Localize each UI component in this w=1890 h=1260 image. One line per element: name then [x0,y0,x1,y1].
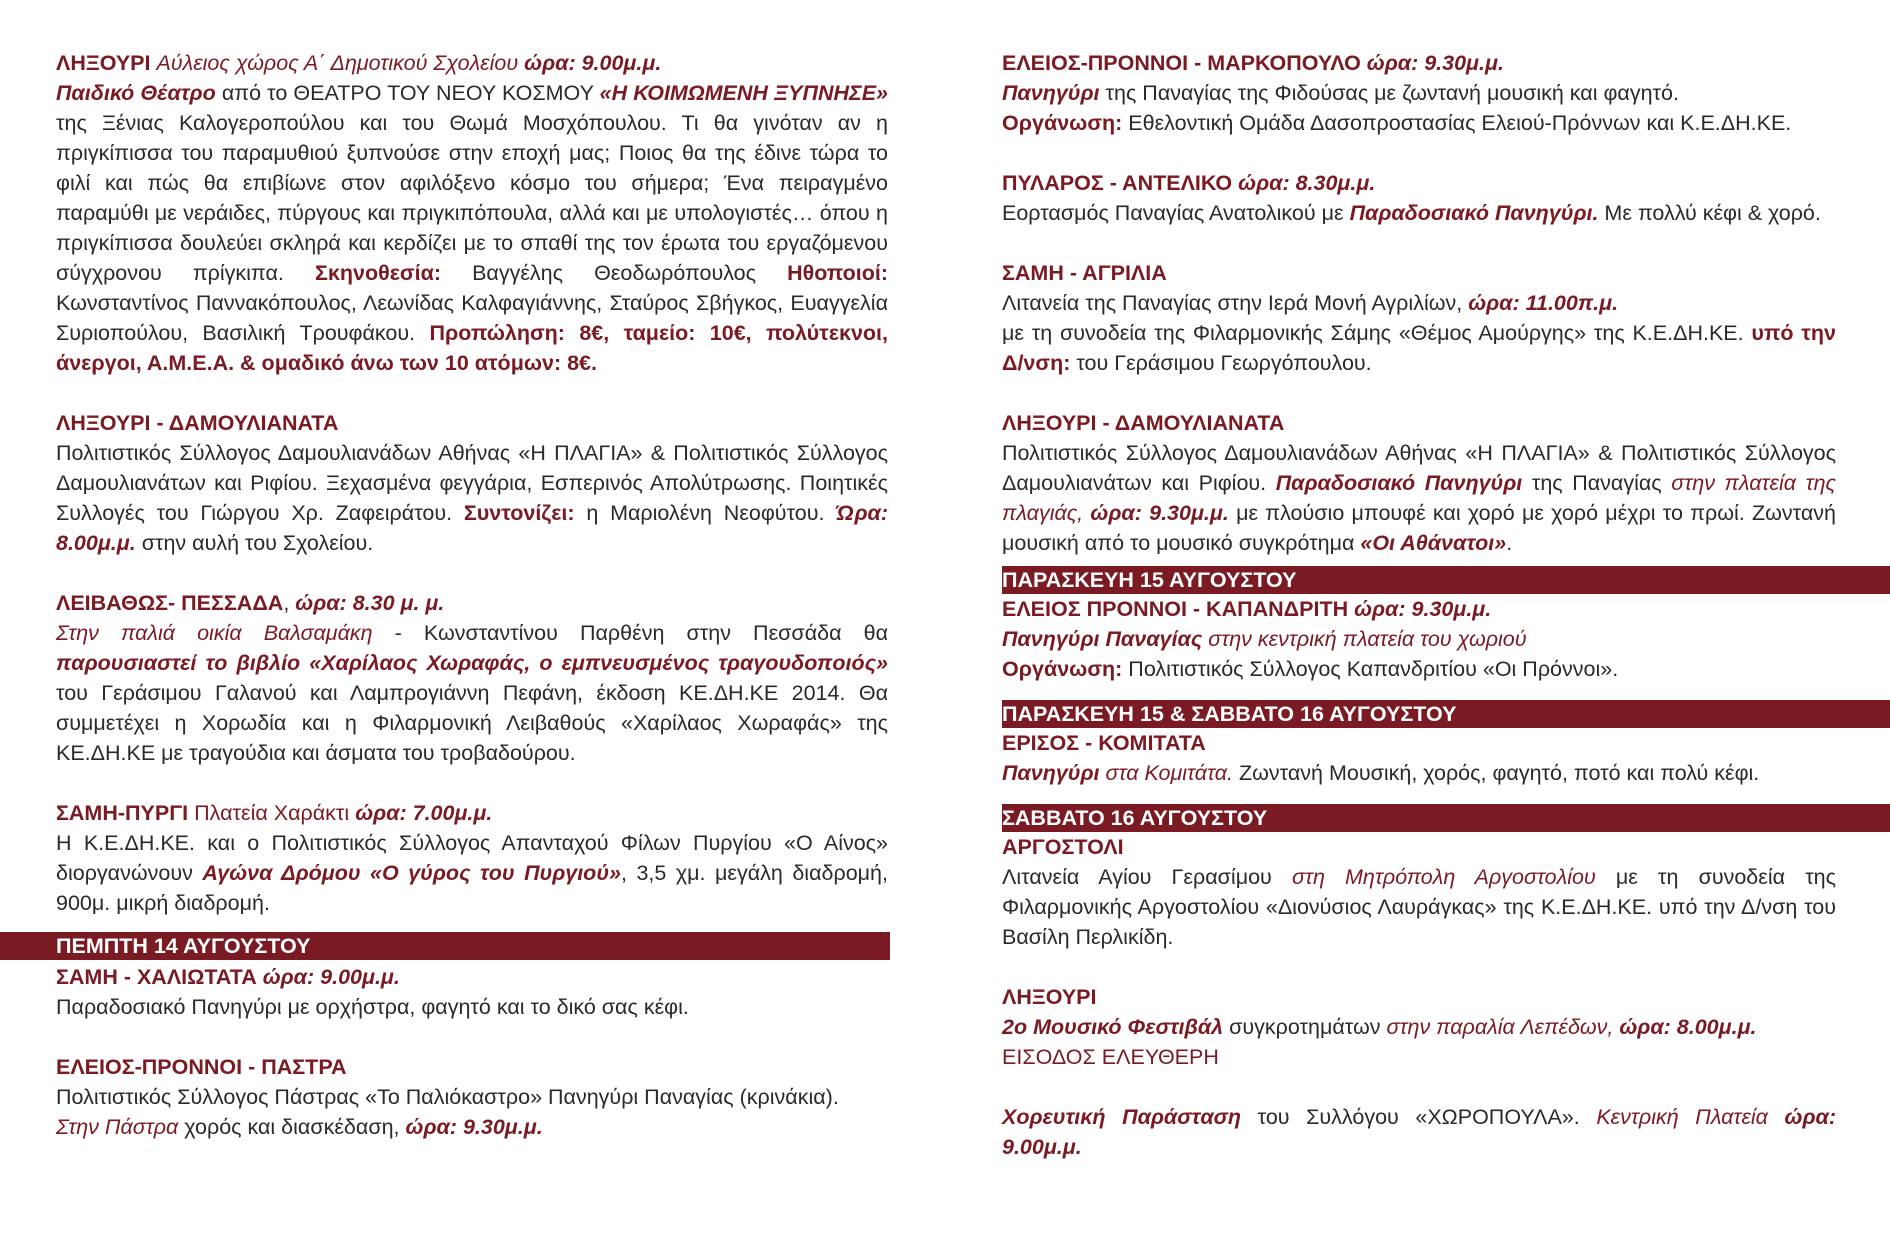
event-heading: ΛΕΙΒΑΘΩΣ- ΠΕΣΣΑΔΑ, ώρα: 8.30 μ. μ. [56,591,445,615]
body-text: του Γεράσιμου Γαλανού και Λαμπρογιάννη Πεφάνη, έκδοση ΚΕ.ΔΗ.ΚΕ 2014. Θα συμμετέχει η Χορωδία και η Φιλαρμονική Λειβαθούς «Χαρίλαος Χωραφάς» της ΚΕ.ΔΗ.ΚΕ με τραγούδια και άσματα του τροβαδούρου. [56,681,888,765]
body-text: της Ξένιας Καλογεροπούλου και του Θωμά Μοσχόπουλου. Τι θα γινόταν αν η πριγκίπισσα του παραμυθιού ξυπνούσε στην εποχή μας; Ποιος θα της έδινε τώρα το φιλί και πώς θα επιβίωνε στον αφιλόξενο κόσμο του σήμερα; Ένα πειραγμένο παραμύθι με νεράιδες, πύργους και πριγκιπόπουλα, αλλά και με υπολογιστές… όπου η πριγκίπισσα δουλεύει σκληρά και κερδίζει με το σπαθί της τον έρωτα του εργαζόμενου σύγχρονου πρίγκιπα. [56,111,888,285]
event-title: ΣΑΜΗ - ΑΓΡΙΛΙΑ [1002,261,1167,285]
event-heading [56,48,888,78]
event-title: ΠΥΛΑΡΟΣ - ΑΝΤΕΛΙΚΟ [1002,171,1233,195]
label-text: Σκηνοθεσία: [314,261,441,285]
body-text: Πολιτιστικός Σύλλογος Δαμουλιανάδων Αθήνας «Η ΠΛΑΓΙΑ» & Πολιτιστικός Σύλλογος Δαμουλιανάτων και Ριφίου. Ξεχασμένα φεγγάρια, Εσπερινός Απολύτρωσης. Ποιητικές Συλλογές του Γιώργου Χρ. Ζαφειράτου. [56,441,888,525]
right-column [1002,48,1836,1162]
event-sami-agrilia [1002,258,1836,378]
event-body [56,828,888,918]
place-text: στην κεντρική πλατεία του χωριού [1202,627,1527,651]
event-body [56,438,888,558]
event-time: ώρα: 7.00μ.μ. [355,801,493,825]
body-text: Με πολλύ κέφι & χορό. [1598,201,1821,225]
highlight-text: Πανηγύρι [1002,81,1100,105]
place-text: στη Μητρόπολη Αργοστολίου [1291,865,1596,889]
event-heading [1002,594,1836,624]
event-body: Παραδοσιακό Πανηγύρι με ορχήστρα, φαγητό και το δικό σας κέφι. [56,995,689,1019]
event-time: ώρα: 9.00μ.μ. [262,965,400,989]
body-text: , 3,5 χμ. μεγάλη διαδρομή, 900μ. μικρή διαδρομή. [56,861,888,915]
event-venue: Πλατεία Χαράκτι [188,801,356,825]
event-body [1002,438,1836,558]
label-text: Ηθοποιοί: [787,261,889,285]
event-time: ώρα: 9.00μ.μ. [1002,1105,1836,1159]
event-title: ΕΛΕΙΟΣ ΠΡΟΝΝΟΙ - ΚΑΠΑΝΔΡΙΤΗ [1002,597,1349,621]
label-text: Οργάνωση: [1002,111,1123,135]
place-text: στην παραλία Λεπέδων, [1386,1015,1614,1039]
body-text: με τη συνοδεία της Φιλαρμονικής Αργοστολίου «Διονύσιος Λαυράγκας» της Κ.Ε.ΔΗ.ΚΕ. υπό την Δ/νση του Βασίλη Περλικίδη. [1002,865,1837,949]
event-lixouri-damoulianata-2 [1002,408,1836,558]
event-title: ΕΛΕΙΟΣ-ΠΡΟΝΝΟΙ - ΜΑΡΚΟΠΟΥΛΟ [1002,51,1361,75]
body-text: Η Κ.Ε.ΔΗ.ΚΕ. και ο Πολιτιστικός Σύλλογος Απανταχού Φίλων Πυργίου «Ο Αίνος» διοργανώνουν [56,831,888,885]
label-text: Συντονίζει: [463,501,575,525]
event-title: ΕΛΕΙΟΣ-ΠΡΟΝΝΟΙ - ΠΑΣΤΡΑ [56,1055,347,1079]
body-text: συγκροτημάτων [1223,1015,1387,1039]
day-header-saturday: ΣΑΒΒΑΤΟ 16 ΑΥΓΟΥΣΤΟΥ [1002,804,1890,832]
event-lixouri-damoulianata [56,408,888,558]
label-text: Οργάνωση: [1002,657,1123,681]
event-title: ΛΗΞΟΥΡΙ [1002,985,1097,1009]
body-text: στην αυλή του Σχολείου. [135,531,374,555]
event-eleios-pastra [56,1052,888,1142]
event-time: ώρα: 9.30μ.μ. [1366,51,1504,75]
body-text: Λιτανεία Αγίου Γερασίμου [1002,865,1292,889]
event-title: ΑΡΓΟΣΤΟΛΙ [1002,835,1124,859]
event-venue: Αύλειος χώρος Α΄ Δημοτικού Σχολείου [156,51,519,75]
race-title: Αγώνα Δρόμου «Ο γύρος του Πυργιού» [202,861,621,885]
event-title: ΕΡΙΣΟΣ - ΚΟΜΙΤΑΤΑ [1002,731,1206,755]
event-dance-performance [1002,1102,1836,1162]
body-text: η Μαριολένη Νεοφύτου. [574,501,825,525]
event-time: ώρα: 8.00μ.μ. [1613,1015,1757,1039]
body-text: Πολιτιστικός Σύλλογος Δαμουλιανάδων Αθήνας «Η ΠΛΑΓΙΑ» & Πολιτιστικός Σύλλογος Δαμουλιανάτων και Ριφίου. [1002,441,1836,495]
place-text: στα Κομιτάτα. [1099,761,1234,785]
event-erisos-komitata [1002,728,1836,788]
event-eleios-markopoulo [1002,48,1836,138]
event-eleios-kapandriti [1002,594,1836,684]
event-livathos-pessada [56,588,888,768]
event-title: ΛΕΙΒΑΘΩΣ- ΠΕΣΣΑΔΑ [56,591,284,615]
body-text: Εθελοντική Ομάδα Δασοπροστασίας Ελειού-Πρόννων και Κ.Ε.ΔΗ.ΚΕ. [1122,111,1792,135]
highlight-text: Παραδοσιακό Πανηγύρι [1275,471,1523,495]
price-text: Προπώληση: 8€, ταμείο: 10€, πολύτεκνοι, άνεργοι, Α.Μ.Ε.Α. & ομαδικό άνω των 10 ατόμων: 8€. [56,321,888,375]
body-text: Λιτανεία της Παναγίας στην Ιερά Μονή Αγριλίων, [1002,291,1469,315]
event-heading [1002,48,1836,78]
body-text: Πολιτιστικός Σύλλογος Καπανδριτίου «Οι Πρόννοι». [1122,657,1619,681]
event-sami-pyrgi [56,798,888,918]
event-time: Ώρα: 8.00μ.μ. [56,501,888,555]
event-body [1002,758,1836,788]
event-heading [56,798,888,828]
event-body [1002,862,1836,952]
highlight-text: Στην Πάστρα [56,1115,179,1139]
highlight-text: Παραδοσιακό Πανηγύρι. [1349,201,1599,225]
event-body [1002,78,1836,108]
event-time: ώρα: 9.30μ.μ. [405,1115,543,1139]
body-text: Βαγγέλης Θεοδωρόπουλος [440,261,788,285]
event-heading [56,962,888,992]
place-text: Κεντρική Πλατεία [1596,1105,1768,1129]
event-title: ΛΗΞΟΥΡΙ [56,51,151,75]
event-title: ΣΑΜΗ-ΠΥΡΓΙ [56,801,189,825]
band-name: «Οι Αθάνατοι» [1360,531,1507,555]
highlight-text: Στην παλιά οικία Βαλσαμάκη [56,621,373,645]
event-title: ΛΗΞΟΥΡΙ - ΔΑΜΟΥΛΙΑΝΑΤΑ [1002,411,1285,435]
body-text: - Κωνσταντίνου Παρθένη στην Πεσσάδα θα [372,621,889,645]
event-lixouri-theatre [56,48,888,378]
event-body [56,618,888,768]
body-text: από το ΘΕΑΤΡΟ ΤΟΥ ΝΕΟΥ ΚΟΣΜΟΥ [215,81,600,105]
event-time: ώρα: 11.00π.μ. [1468,291,1619,315]
highlight-text: Πανηγύρι Παναγίας [1002,627,1203,651]
body-text: Εορτασμός Παναγίας Ανατολικού με [1002,201,1350,225]
day-header-friday: ΠΑΡΑΣΚΕΥΗ 15 ΑΥΓΟΥΣΤΟΥ [1002,566,1890,594]
left-column-lower [56,962,888,1142]
event-lixouri-festival [1002,982,1836,1072]
event-body [1002,288,1836,318]
body-text: της Παναγίας της Φιδούσας με ζωντανή μουσική και φαγητό. [1099,81,1679,105]
body-text: του Συλλόγου «ΧΩΡΟΠΟΥΛΑ». [1241,1105,1597,1129]
highlight-text: Παιδικό Θέατρο [56,81,216,105]
place-text: στην πλατεία της πλαγιάς, [1002,471,1837,525]
event-time: ώρα: 9.30μ.μ. [1083,501,1229,525]
left-column [56,48,888,918]
event-body [56,1112,888,1142]
body-text: του Γεράσιμου Γεωργόπουλου. [1070,351,1372,375]
event-body [1002,1012,1836,1042]
event-body [56,78,888,378]
event-title: ΛΗΞΟΥΡΙ - ΔΑΜΟΥΛΙΑΝΑΤΑ [56,411,339,435]
body-text: Κωνσταντίνος Παννακόπουλος, Λεωνίδας Καλφαγιάννης, Σταύρος Σβήγκος, Ευαγγελία Συριοπούλου, Βασιλική Τρουφάκου. [56,291,888,345]
label-text: υπό την Δ/νση: [1002,321,1836,375]
event-pylaros-anteliko [1002,168,1836,228]
event-argostoli [1002,832,1836,952]
body-text: της Παναγίας [1522,471,1672,495]
event-body [1002,654,1836,684]
event-sami-haliotata [56,962,888,1022]
highlight-text: Χορευτική Παράσταση [1002,1105,1242,1129]
body-text: Ζωντανή Μουσική, χορός, φαγητό, ποτό και πολύ κέφι. [1233,761,1760,785]
day-header-thursday: ΠΕΜΠΤΗ 14 ΑΥΓΟΥΣΤΟΥ [0,932,890,960]
body-text: . [1506,531,1513,555]
event-time: ώρα: 9.30μ.μ. [1354,597,1492,621]
event-body [1002,108,1836,138]
play-title: «Η ΚΟΙΜΩΜΕΝΗ ΞΥΠΝΗΣΕ» [599,81,888,105]
highlight-text: Πανηγύρι [1002,761,1100,785]
body-text: με τη συνοδεία της Φιλαρμονικής Σάμης «Θέμος Αμούργης» της Κ.Ε.ΔΗ.ΚΕ. [1002,321,1752,345]
event-time: ώρα: 8.30 μ. μ. [295,591,445,615]
body-text: με πλούσιο μπουφέ και χορό με χορό μέχρι το πρωί. Ζωντανή μουσική από το μουσικό συγκρότημα [1002,501,1836,555]
body-text: χορός και διασκέδαση, [178,1115,406,1139]
book-title: παρουσιαστεί το βιβλίο «Χαρίλαος Χωραφάς, ο εμπνευσμένος τραγουδοποιός» [56,651,888,675]
event-body: Πολιτιστικός Σύλλογος Πάστρας «Το Παλιόκαστρο» Πανηγύρι Παναγίας (κρινάκια). [56,1085,839,1109]
day-header-friday-saturday: ΠΑΡΑΣΚΕΥΗ 15 & ΣΑΒΒΑΤΟ 16 ΑΥΓΟΥΣΤΟΥ [1002,700,1890,728]
event-time: ώρα: 9.00μ.μ. [524,51,662,75]
free-entry-text: ΕΙΣΟΔΟΣ ΕΛΕΥΘΕΡΗ [1002,1045,1219,1069]
event-body [1002,624,1836,654]
event-time: ώρα: 8.30μ.μ. [1238,171,1376,195]
event-body [1002,318,1836,378]
event-body [1002,198,1836,228]
event-heading [1002,168,1836,198]
event-body [1002,1102,1836,1162]
event-title: ΣΑΜΗ - ΧΑΛΙΩΤΑΤΑ [56,965,257,989]
highlight-text: 2ο Μουσικό Φεστιβάλ [1002,1015,1224,1039]
